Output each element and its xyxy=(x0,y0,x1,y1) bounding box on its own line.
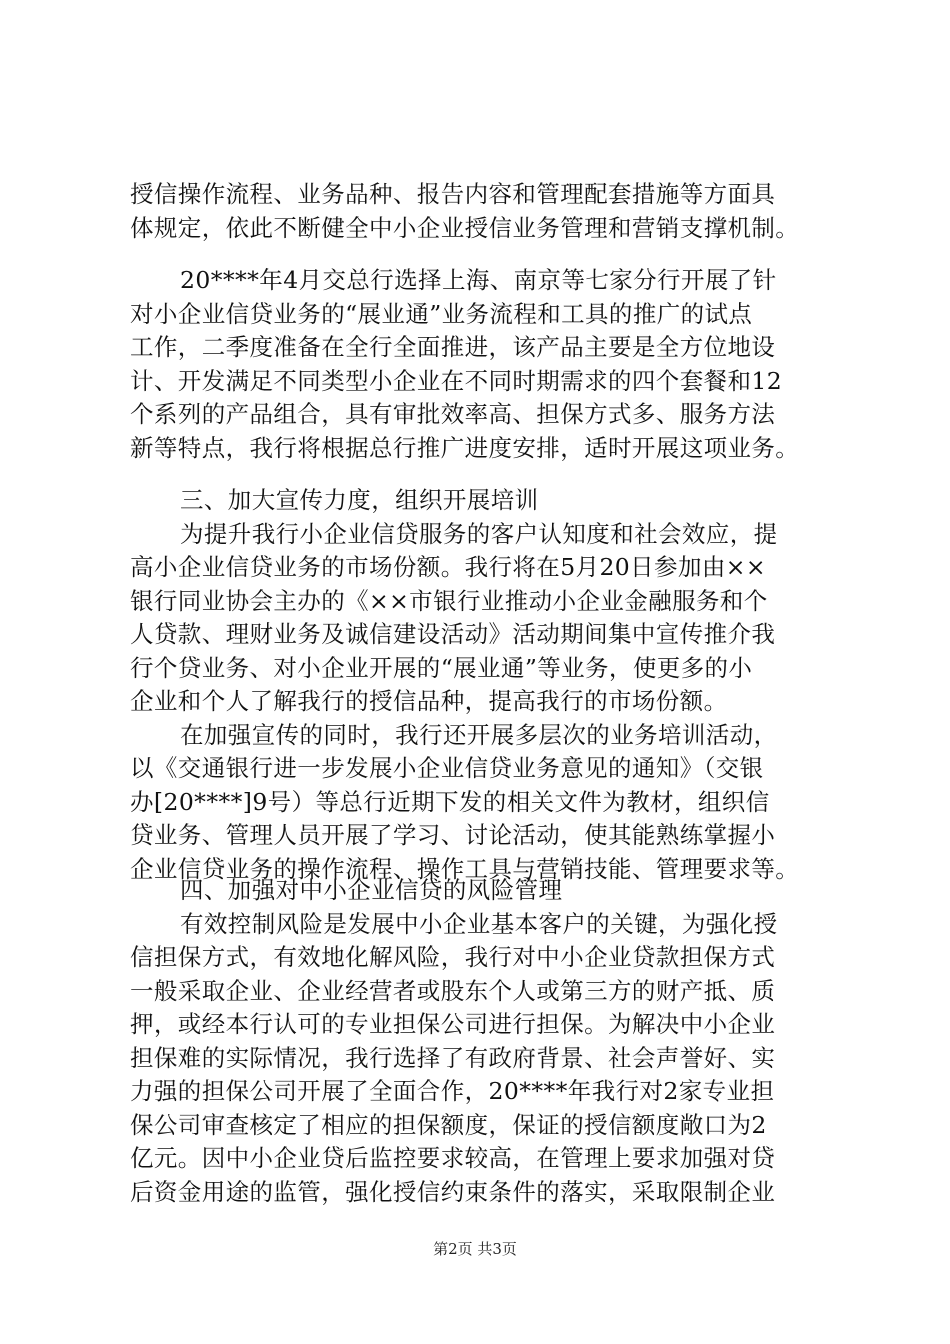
text-line: 20****年4月交总行选择上海、南京等七家分行开展了针 xyxy=(180,266,777,294)
text-line: 押，或经本行认可的专业担保公司进行担保。为解决中小企业 xyxy=(130,1010,776,1038)
text-line: 行个贷业务、对小企业开展的“展业通”等业务，使更多的小 xyxy=(130,653,753,682)
text-line: 工作，二季度准备在全行全面推进，该产品主要是全方位地设 xyxy=(130,333,776,361)
text-line: 办[20****]9号）等总行近期下发的相关文件为教材，组织信 xyxy=(130,787,770,816)
text-line: 信担保方式，有效地化解风险，我行对中小企业贷款担保方式 xyxy=(130,943,776,971)
section-three xyxy=(130,484,834,886)
paragraph-continuation xyxy=(130,178,834,245)
text-line: 对小企业信贷业务的“展业通”业务流程和工具的推广的试点 xyxy=(130,299,753,328)
text-line: 体规定，依此不断健全中小企业授信业务管理和营销支撑机制。 xyxy=(130,213,800,242)
section-heading: 三、加大宣传力度，组织开展培训 xyxy=(180,486,539,514)
text-line: 为提升我行小企业信贷服务的客户认知度和社会效应，提 xyxy=(180,519,778,548)
text-line: 有效控制风险是发展中小企业基本客户的关键，为强化授 xyxy=(180,909,778,938)
page-footer xyxy=(0,1238,950,1259)
text-line: 高小企业信贷业务的市场份额。我行将在5月20日参加由×× xyxy=(130,553,766,581)
text-line: 企业信贷业务的操作流程、操作工具与营销技能、管理要求等。 xyxy=(130,854,800,883)
text-line: 新等特点，我行将根据总行推广进度安排，适时开展这项业务。 xyxy=(130,433,800,462)
text-line: 担保难的实际情况，我行选择了有政府背景、社会声誉好、实 xyxy=(130,1043,776,1072)
text-line: 保公司审查核定了相应的担保额度，保证的授信额度敞口为2 xyxy=(130,1110,767,1139)
text-line: 以《交通银行进一步发展小企业信贷业务意见的通知》（交银 xyxy=(130,754,764,782)
text-line: 企业和个人了解我行的授信品种，提高我行的市场份额。 xyxy=(130,687,728,715)
paragraph-zhanyetong xyxy=(130,264,834,465)
text-line: 力强的担保公司开展了全面合作，20****年我行对2家专业担 xyxy=(130,1077,775,1105)
text-line: 人贷款、理财业务及诚信建设活动》活动期间集中宣传推介我 xyxy=(130,620,776,648)
text-line: 授信操作流程、业务品种、报告内容和管理配套措施等方面具 xyxy=(130,180,776,208)
text-line: 一般采取企业、企业经营者或股东个人或第三方的财产抵、质 xyxy=(130,976,776,1005)
text-line: 贷业务、管理人员开展了学习、讨论活动，使其能熟练掌握小 xyxy=(130,821,776,849)
text-line: 银行同业协会主办的《××市银行业推动小企业金融服务和个 xyxy=(130,586,768,615)
page-number: 第2页 共3页 xyxy=(433,1240,517,1258)
text-line: 个系列的产品组合，具有审批效率高、担保方式多、服务方法 xyxy=(130,400,776,428)
section-heading: 四、加强对中小企业信贷的风险管理 xyxy=(180,876,563,904)
text-line: 在加强宣传的同时，我行还开展多层次的业务培训活动， xyxy=(180,720,778,749)
text-line: 亿元。因中小企业贷后监控要求较高，在管理上要求加强对贷 xyxy=(130,1144,776,1172)
text-line: 后资金用途的监管，强化授信约束条件的落实，采取限制企业 xyxy=(130,1177,776,1206)
text-line: 计、开发满足不同类型小企业在不同时期需求的四个套餐和12 xyxy=(130,366,783,395)
section-four xyxy=(130,874,834,1209)
